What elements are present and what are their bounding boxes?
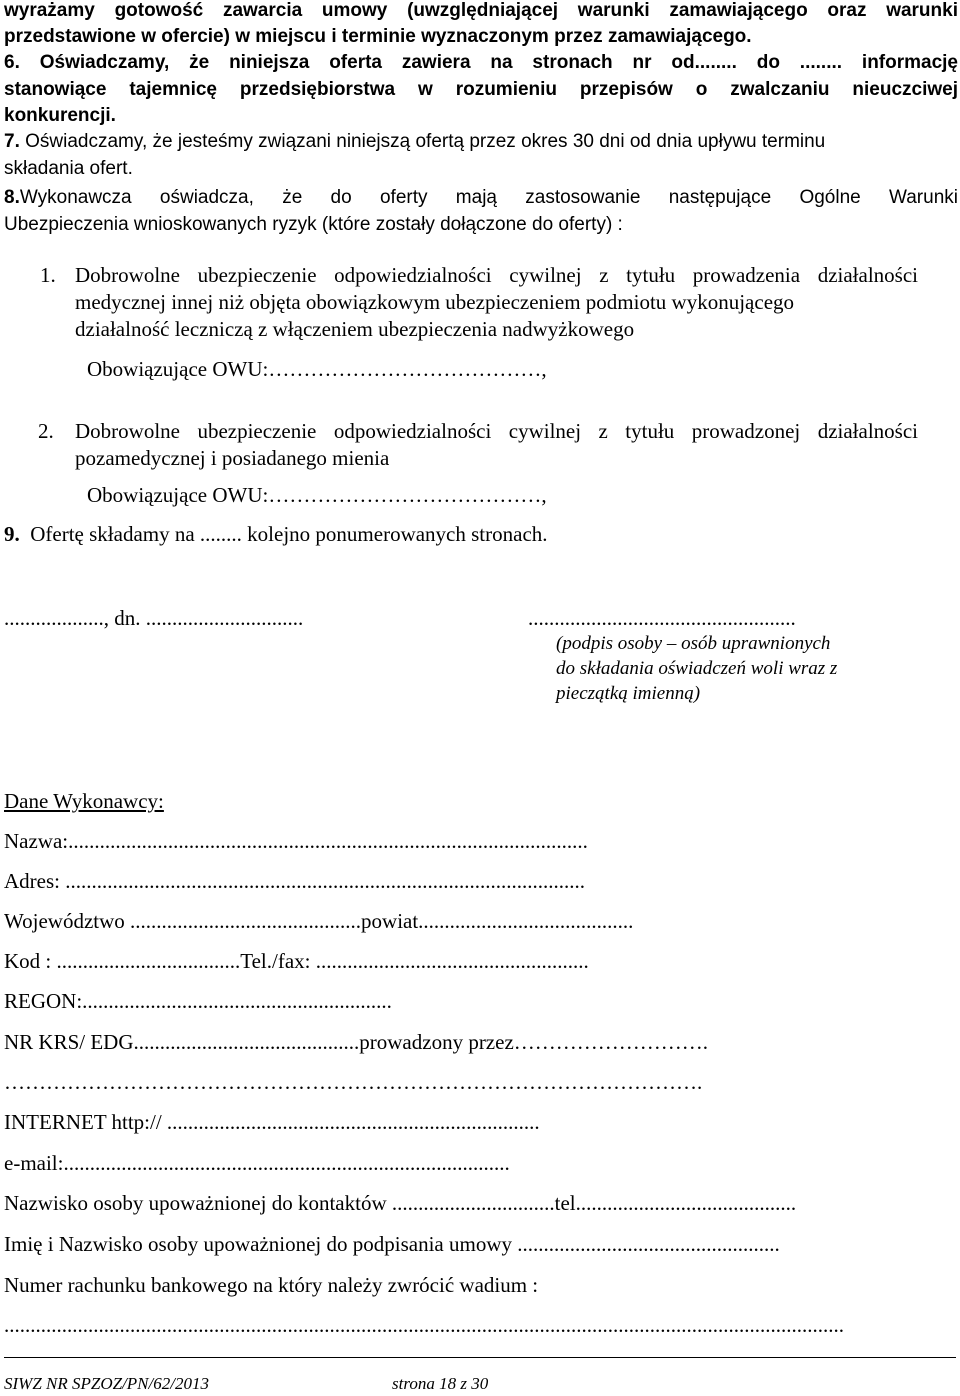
- item8-text: Wykonawcza oświadcza, że do oferty mają zastosowanie następujące Ogólne Warunki: [19, 187, 958, 208]
- contractor-address-field: Adres: ...................................................................................................: [4, 869, 585, 893]
- contractor-contact-person-field: Nazwisko osoby upoważnionej do kontaktów ...............................tel..........................................: [4, 1191, 797, 1215]
- contractor-regon-field: REGON:...........................................................: [4, 989, 392, 1013]
- place-date-field: ..................., dn. ..............................: [4, 606, 304, 630]
- item8-line-2: Ubezpieczenia wnioskowanych ryzyk (które zostały dołączone do oferty) :: [4, 214, 623, 235]
- item9-text: Ofertę składamy na ........ kolejno ponumerowanych stronach.: [30, 522, 548, 546]
- intro-line-1: wyrażamy gotowość zawarcia umowy (uwzględniającej warunki zamawiającego oraz warunki: [4, 0, 958, 21]
- item6-line-2: stanowiące tajemnicę przedsiębiorstwa w rozumieniu przepisów o zwalczaniu nieuczciwej: [4, 79, 958, 100]
- signature-caption-1: (podpis osoby – osób uprawnionych: [556, 633, 831, 654]
- signature-caption-3: pieczątką imienną): [556, 683, 701, 704]
- insurance-1-line-3: działalność leczniczą z włączeniem ubezpieczenia nadwyżkowego: [75, 317, 635, 341]
- item9-line: [4, 521, 958, 548]
- contractor-bank-label: Numer rachunku bankowego na który należy zwrócić wadium :: [4, 1273, 539, 1297]
- contractor-krs-continuation: ……………………………………………………………………………………….: [4, 1070, 703, 1094]
- contractor-internet-field: INTERNET http:// .......................................................................: [4, 1110, 540, 1134]
- item7-line-2: składania ofert.: [4, 158, 133, 179]
- signature-caption-2: do składania oświadczeń woli wraz z: [556, 658, 838, 679]
- contractor-heading-row: [4, 788, 958, 815]
- signature-dots: ...................................................: [528, 606, 796, 630]
- item6-line-3: konkurencji.: [4, 105, 116, 126]
- contractor-krs-field: NR KRS/ EDG...........................................prowadzony przez……………………….: [4, 1030, 709, 1054]
- item7-line-1: [4, 129, 958, 155]
- footer-page-number: strona 18 z 30: [392, 1374, 489, 1393]
- item9-number: 9.: [4, 522, 20, 546]
- contractor-name-field: Nazwa:...................................................................................................: [4, 829, 588, 853]
- item8-line-1: [4, 185, 958, 211]
- insurance-1-line-1: Dobrowolne ubezpieczenie odpowiedzialności cywilnej z tytułu prowadzenia działalności: [75, 263, 918, 287]
- item8-number: 8.: [4, 187, 20, 208]
- insurance-1-owu: Obowiązujące OWU:…………………………………,: [87, 357, 547, 381]
- item7-text: Oświadczamy, że jesteśmy związani niniejszą ofertą przez okres 30 dni od dnia upływu terminu: [19, 131, 826, 152]
- contractor-bank-field: ................................................................................................................................................................: [4, 1313, 844, 1337]
- insurance-1-line-2: medycznej innej niż objęta obowiązkowym ubezpieczeniem podmiotu wykonującego: [75, 290, 795, 314]
- contractor-heading: Dane Wykonawcy:: [4, 789, 164, 813]
- footer-reference: SIWZ NR SPZOZ/PN/62/2013: [4, 1374, 209, 1393]
- insurance-1-number: 1.: [40, 263, 56, 287]
- contractor-signatory-field: Imię i Nazwisko osoby upoważnionej do podpisania umowy ..................................................: [4, 1232, 780, 1256]
- footer-rule: [4, 1357, 956, 1358]
- insurance-2-number: 2.: [38, 419, 54, 443]
- insurance-2-line-1: Dobrowolne ubezpieczenie odpowiedzialności cywilnej z tytułu prowadzonej działalności: [75, 419, 918, 443]
- insurance-2-owu: Obowiązujące OWU:…………………………………,: [87, 483, 547, 507]
- contractor-code-phone-field: Kod : ...................................Tel./fax: ....................................................: [4, 949, 589, 973]
- intro-line-2: przedstawione w ofercie) w miejscu i terminie wyznaczonym przez zamawiającego.: [4, 26, 752, 47]
- contractor-email-field: e-mail:.....................................................................................: [4, 1151, 510, 1175]
- contractor-voivodeship-field: Województwo ............................................powiat.........................................: [4, 909, 634, 933]
- item7-number: 7.: [4, 131, 20, 152]
- insurance-2-line-2: pozamedycznej i posiadanego mienia: [75, 446, 390, 470]
- item6-line-1: 6. Oświadczamy, że niniejsza oferta zawiera na stronach nr od........ do ........ informację: [4, 52, 958, 73]
